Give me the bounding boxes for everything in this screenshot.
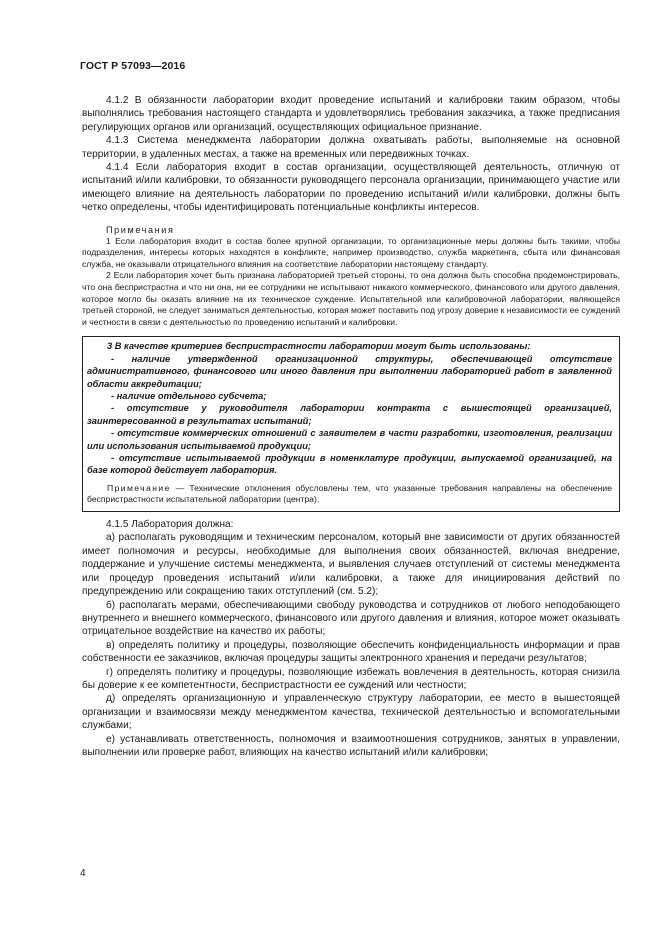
list-item-d: д) определять организационную и управленческую структуру лаборатории, ее место в вышестоящей организации и взаимосвязи между менеджментом качества, технической деятельностью и вспомогательными службами; — [82, 693, 620, 732]
paragraph-4-1-4: 4.1.4 Если лаборатория входит в состав организации, осуществляющей деятельность, отличную от испытаний и/или калибровки, то обязанности руководящего персонала организации, принимающего участие или имеющего влияние на деятельность лаборатории по проведению испытаний и/или калибровки, должны быть четко определены, чтобы идентифицировать потенциальные конфликты интересов. — [82, 162, 620, 214]
national-deviation-box — [82, 336, 620, 512]
note-1: 1 Если лаборатория входит в состав более крупной организации, то организационные меры должны быть такими, чтобы подразделения, интересы которых находятся в конфликте, например производство, служба маркетинга, сбыта или финансовая служба, не оказывали отрицательного влияния на соответствие лаборатории настоящему стандарту. — [82, 235, 620, 269]
box-intro: 3 В качестве критериев беспристрастности лаборатории могут быть использованы: — [107, 341, 531, 352]
paragraph-4-1-5-heading: 4.1.5 Лаборатория должна: — [106, 519, 234, 531]
paragraph-4-1-2: 4.1.2 В обязанности лаборатории входит проведение испытаний и калибровки таким образом, чтобы выполнялись требования настоящего стандарта и удовлетворялись требования заказчика, а также предписания регулирующих органов или организаций, осуществляющих официальное признание. — [82, 95, 620, 133]
list-item-a: а) располагать руководящим и техническим персоналом, который вне зависимости от других обязанностей имеет полномочия и ресурсы, необходимые для выполнения своих обязанностей, включая внедрение, поддержание и улучшение системы менеджмента, и выявления случаев отступлений от системы менеджмента или процедур проведения испытаний и/или калибровки, а также для инициирования действий по предупреждению или сокращению таких отступлений (см. 5.2); — [82, 532, 620, 598]
list-item-b: б) располагать мерами, обеспечивающими свободу руководства и сотрудников от любого неподобающего внутреннего и внешнего коммерческого, финансового или другого давления и влияния, которое может оказывать отрицательное воздействие на качество их работы; — [82, 599, 620, 638]
note-2: 2 Если лаборатория хочет быть признана лабораторией третьей стороны, то она должна быть способна продемонстрировать, что она беспристрастна и что ни она, ни ее сотрудники не испытывают никакого коммерческого, финансового или другого давления, которое могло бы оказать влияние на их техническое суждение. Испытательной или калибровочной лаборатории, являющейся третьей стороной, не следует заниматься деятельностью, которая может поставить под угрозу доверие к независимости ее суждений и честности в связи с деятельностью по проведению испытаний и калибровки. — [82, 270, 620, 327]
box-note-label: Примечание — [107, 482, 171, 493]
box-criterion-3: - отсутствие у руководителя лаборатории контракта с вышестоящей организацией, заинтересованной в результатах испытаний; — [87, 403, 612, 426]
list-item-e: е) устанавливать ответственность, полномочия и взаимоотношения сотрудников, занятых в управлении, выполнении или проверке работ, влияющих на качество испытаний и/или калибровки; — [82, 733, 620, 758]
box-note — [87, 483, 612, 506]
list-item-g: г) определять политику и процедуры, позволяющие избежать вовлечения в деятельность, которая снизила бы доверие к ее компетентности, беспристрастности ее суждений или честности; — [82, 666, 620, 691]
notes-title: Примечания — [106, 224, 175, 235]
box-criterion-4: - отсутствие коммерческих отношений с заявителем в части разработки, изготовления, реализации или использования испытываемой продукции; — [87, 428, 612, 451]
list-item-v: в) определять политику и процедуры, позволяющие обеспечить конфиденциальность информации и прав собственности ее заказчиков, включая процедуры защиты электронного хранения и передачи результатов; — [82, 639, 620, 665]
box-note-text: — Технические отклонения обусловлены тем, что указанные требования направлены на обеспечение беспристрастности испытательной лаборатории (центра). — [87, 482, 612, 505]
page-body — [82, 94, 620, 759]
box-criterion-1: - наличие утвержденной организационной структуры, обеспечивающей отсутствие административного, финансового или иного давления при выполнении лабораторией работ в заявленной области аккредитации; — [87, 353, 612, 389]
standard-header: ГОСТ Р 57093—2016 — [80, 60, 186, 72]
box-criterion-2: - наличие отдельного субсчета; — [111, 391, 267, 402]
box-criterion-5: - отсутствие испытываемой продукции в номенклатуре продукции, выпускаемой организацией, на базе которой действует лаборатория. — [87, 453, 612, 476]
page-number: 4 — [80, 868, 86, 879]
paragraph-4-1-3: 4.1.3 Система менеджмента лаборатории должна охватывать работы, выполняемые на основной территории, в удаленных местах, а также на временных или передвижных точках. — [82, 135, 620, 160]
